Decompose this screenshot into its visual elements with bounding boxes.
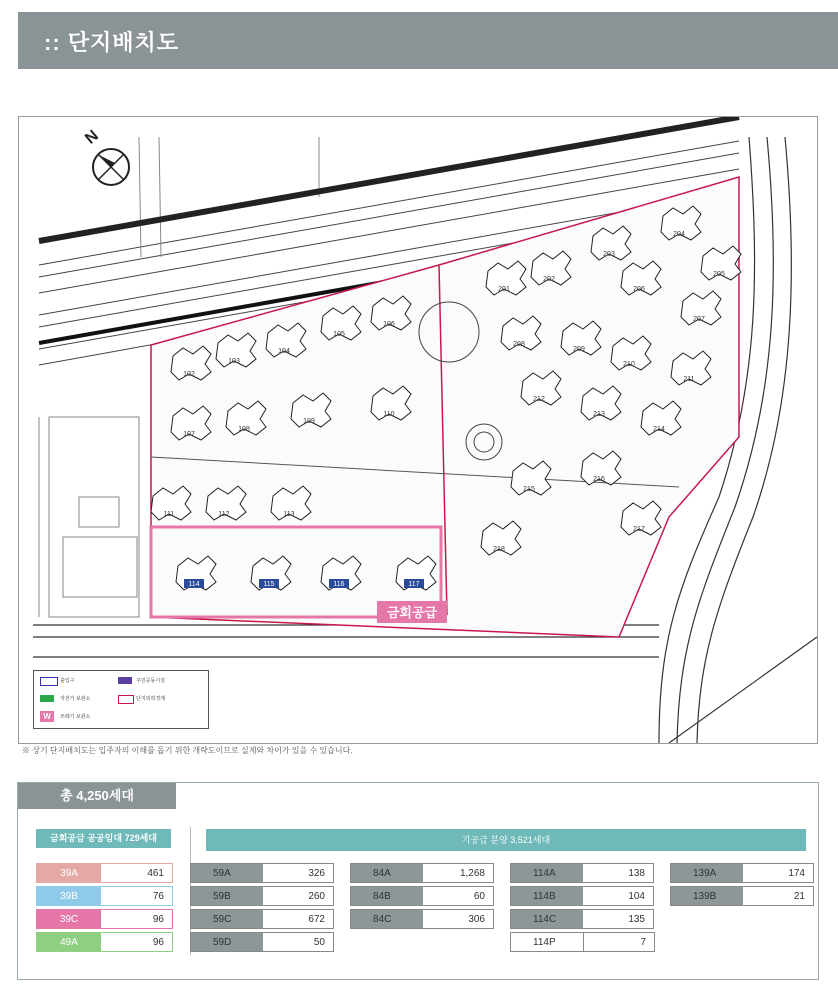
- unit-type-label: 59C: [191, 910, 263, 928]
- map-legend: [33, 670, 209, 729]
- general-row: [510, 863, 654, 883]
- compass-label: N: [82, 127, 102, 148]
- unit-type-label: 39C: [37, 910, 101, 928]
- building-number: 106: [383, 321, 395, 328]
- building-number: 202: [543, 276, 555, 283]
- building-number: 102: [183, 371, 195, 378]
- general-row: [350, 909, 494, 929]
- unit-type-label: 114C: [511, 910, 583, 928]
- unit-type-label: 84C: [351, 910, 423, 928]
- total-units-tab: 총 4,250세대: [18, 783, 176, 809]
- legend-item: 출입구: [60, 678, 75, 684]
- unit-count: 135: [628, 913, 645, 925]
- building-number: 216: [593, 476, 605, 483]
- building-number: 217: [633, 526, 645, 533]
- unit-count: 306: [468, 913, 485, 925]
- unit-summary-panel: [17, 782, 819, 980]
- unit-type-label: 39A: [37, 864, 101, 882]
- general-header: 기공급 분양 3,521세대: [206, 829, 806, 851]
- unit-type-label: 84A: [351, 864, 423, 882]
- unit-type-label: 114B: [511, 887, 583, 905]
- building-number: 210: [623, 361, 635, 368]
- unit-count: 21: [793, 890, 805, 902]
- building-number: 107: [183, 431, 195, 438]
- building-number: 206: [633, 286, 645, 293]
- general-row: [670, 886, 814, 906]
- unit-type-label: 139A: [671, 864, 743, 882]
- building-number: 201: [498, 286, 510, 293]
- compass-icon: [93, 149, 129, 185]
- building-number: 211: [683, 376, 695, 383]
- building-number: 213: [593, 411, 605, 418]
- unit-count: 60: [473, 890, 485, 902]
- unit-type-label: 114A: [511, 864, 583, 882]
- public-row: [36, 932, 173, 952]
- building-number: 212: [533, 396, 545, 403]
- building-number: 113: [283, 511, 295, 518]
- unit-type-label: 139B: [671, 887, 743, 905]
- disclaimer: ※ 상기 단지배치도는 입주자의 이해를 돕기 위한 개략도이므로 실제와 차이가 있을 수 있습니다.: [22, 746, 353, 755]
- public-row: [36, 886, 173, 906]
- unit-type-label: 39B: [37, 887, 101, 905]
- building-number: 117: [408, 581, 420, 588]
- unit-count: 260: [308, 890, 325, 902]
- unit-type-label: 84B: [351, 887, 423, 905]
- unit-count: 96: [152, 913, 164, 925]
- unit-count: 7: [640, 936, 646, 948]
- public-row: [36, 863, 173, 883]
- building-number: 116: [333, 581, 345, 588]
- building-number: 214: [653, 426, 665, 433]
- unit-count: 174: [788, 867, 805, 879]
- building-number: 109: [303, 418, 315, 425]
- unit-count: 104: [628, 890, 645, 902]
- building-number: 209: [573, 346, 585, 353]
- unit-type-label: 59B: [191, 887, 263, 905]
- general-row: [350, 863, 494, 883]
- unit-count: 326: [308, 867, 325, 879]
- general-row: [510, 932, 655, 952]
- supply-label: 금회공급: [386, 605, 438, 620]
- general-row: [190, 932, 334, 952]
- public-header: 금회공급 공공임대 729세대: [36, 829, 171, 848]
- general-row: [350, 886, 494, 906]
- building-number: 105: [333, 331, 345, 338]
- page-title: :: 단지배치도: [44, 30, 180, 55]
- building-number: 203: [603, 251, 615, 258]
- building-number: 115: [263, 581, 275, 588]
- general-row: [190, 886, 334, 906]
- unit-type-label: 49A: [37, 933, 101, 951]
- unit-count: 76: [152, 890, 164, 902]
- building-number: 110: [383, 411, 395, 418]
- unit-type-label: 59A: [191, 864, 263, 882]
- w-mark-icon: W: [40, 711, 54, 722]
- building-number: 103: [228, 358, 240, 365]
- building-number: 218: [493, 546, 505, 553]
- building-number: 208: [513, 341, 525, 348]
- building-number: 108: [238, 426, 250, 433]
- building-number: 205: [713, 271, 725, 278]
- site-plan-drawing: [19, 117, 817, 743]
- title-bar: [18, 12, 838, 69]
- unit-count: 1,268: [459, 867, 485, 879]
- unit-type-label: 59D: [191, 933, 263, 951]
- general-row: [190, 863, 334, 883]
- legend-item: 단지외곽경계: [136, 696, 165, 702]
- site-map: [18, 116, 818, 744]
- legend-item: 자전거 보관소: [60, 696, 91, 702]
- building-number: 204: [673, 231, 685, 238]
- building-number: 112: [218, 511, 230, 518]
- building-number: 207: [693, 316, 705, 323]
- public-row: [36, 909, 173, 929]
- unit-count: 138: [628, 867, 645, 879]
- building-number: 111: [163, 511, 175, 518]
- general-row: [190, 909, 334, 929]
- unit-count: 672: [308, 913, 325, 925]
- unit-count: 50: [313, 936, 325, 948]
- unit-count: 96: [152, 936, 164, 948]
- unit-count: 461: [147, 867, 164, 879]
- general-row: [510, 886, 654, 906]
- building-number: 215: [523, 486, 535, 493]
- building-number: 114: [188, 581, 200, 588]
- general-row: [670, 863, 814, 883]
- legend-item: 주민공동시설: [136, 678, 165, 684]
- building-number: 104: [278, 348, 290, 355]
- general-row: [510, 909, 654, 929]
- legend-item: 쓰레기 보관소: [60, 714, 91, 720]
- unit-type-label: 114P: [511, 933, 584, 951]
